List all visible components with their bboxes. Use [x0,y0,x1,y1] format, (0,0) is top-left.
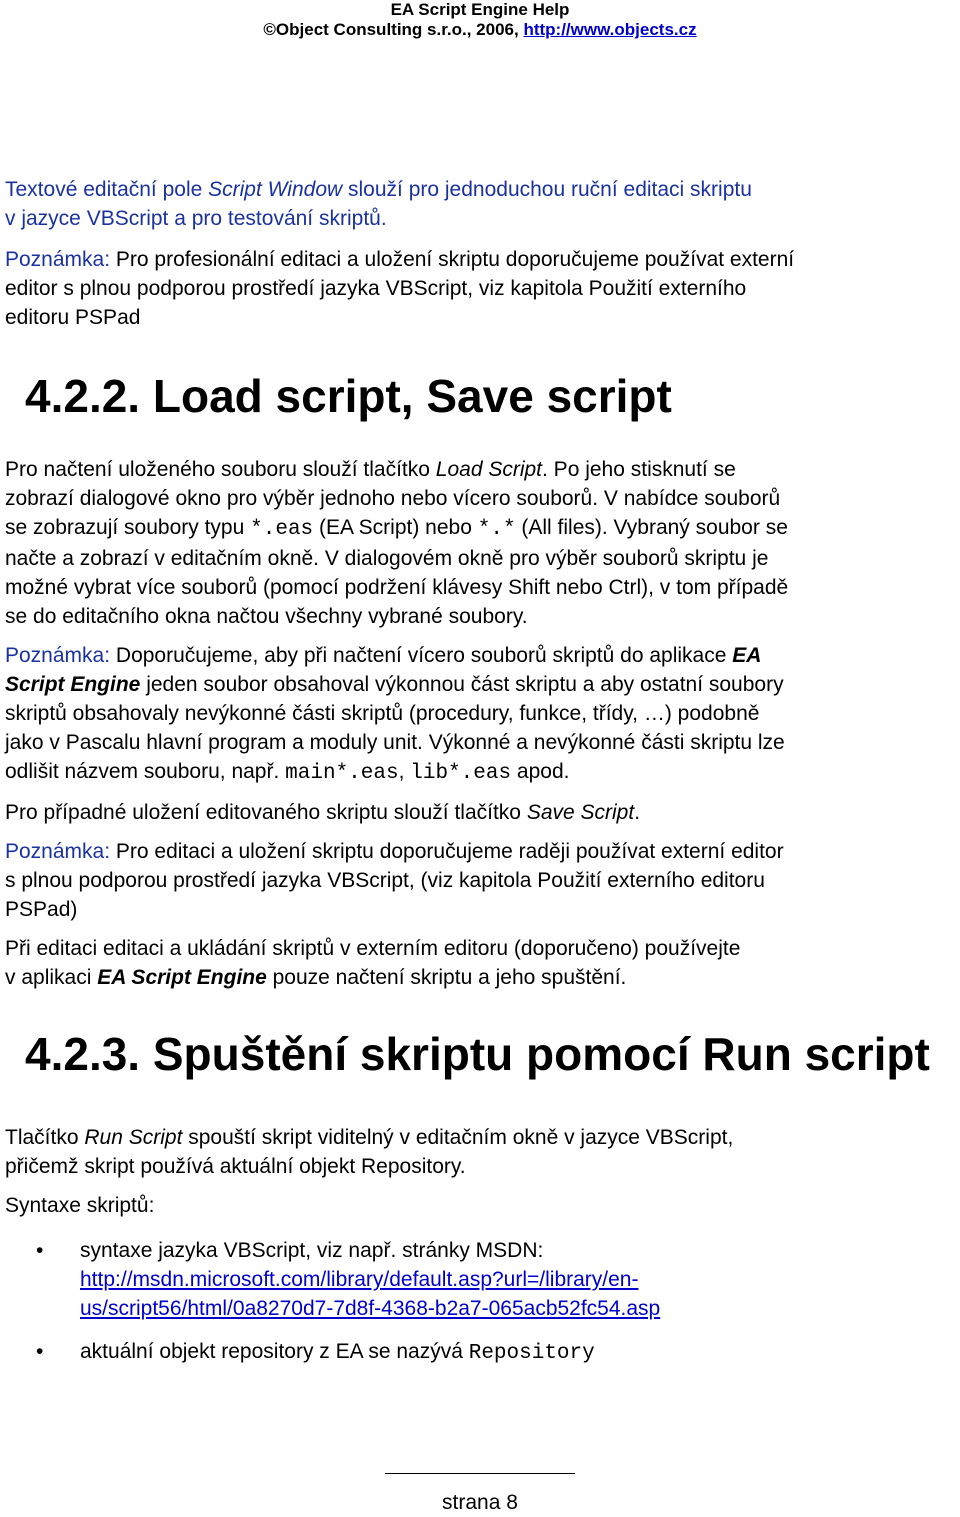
note3-l1: Pro editaci a uložení skriptu doporučujeme raději používat externí editor [110,840,784,863]
bullet-icon: • [36,1340,44,1363]
intro-note-line1: Pro profesionální editaci a uložení skriptu doporučujeme používat externí [110,248,795,271]
note2-script-engine: Script Engine [5,673,141,696]
run-l1b: spouští skript viditelný v editačním okně v jazyce VBScript, [182,1126,734,1149]
save-script-em: Save Script [526,801,635,824]
ext-l1: Při editaci editaci a ukládání skriptů v externím editoru (doporučeno) používejte [5,937,741,960]
header-copyright [0,20,960,40]
bullet2-code: Repository [468,1342,595,1365]
load-l1a: Pro načtení uloženého souboru slouží tlačítko [5,458,436,481]
load-l1b: . Po jeho stisknutí se [542,458,736,481]
intro-note-label: Poznámka: [5,248,111,271]
run-script-em: Run Script [84,1126,183,1149]
msdn-link-line2[interactable]: us/script56/html/0a8270d7-7d8f-4368-b2a7-065acb52fc54.asp [80,1297,661,1320]
external-editor-paragraph [5,934,955,992]
note2-l5a: odlišit názvem souboru, např. [5,760,286,783]
load-l3c: (All files). Vybraný soubor se [515,516,788,539]
load-l2: zobrazí dialogové okno pro výběr jednoho nebo vícero souborů. V nabídce souborů [5,487,781,510]
ext-ea-script-engine: EA Script Engine [97,966,267,989]
section-422-heading: 4.2.2. Load script, Save script [25,370,672,422]
syntax-list [5,1236,955,1368]
section-423-heading: 4.2.3. Spuštění skriptu pomocí Run script [25,1028,930,1080]
page-number: strana 8 [442,1491,518,1514]
note2-l5c: apod. [511,760,570,783]
section-422-heading-wrap [5,368,955,424]
load-l3-code1: *.eas [250,518,314,541]
run-script-paragraph [5,1123,955,1181]
ext-l2a: v aplikaci [5,966,98,989]
footer-divider [385,1473,575,1474]
list-item [5,1236,955,1323]
header-url-link[interactable]: http://www.objects.cz [523,20,697,39]
header-copyright-text: ©Object Consulting s.r.o., 2006, [263,20,524,39]
note2-l4: jako v Pascalu hlavní program a moduly unit. Výkonné a nevýkonné části skriptu lze [5,731,785,754]
load-script-paragraph [5,455,955,631]
intro-text-a: Textové editační pole [5,178,209,201]
save-b: . [634,801,641,824]
note3-paragraph [5,837,955,924]
load-l3-code2: *.* [477,518,516,541]
note3-label: Poznámka: [5,840,111,863]
note2-paragraph [5,641,955,788]
note2-code1: main*.eas [285,762,399,785]
load-l6: se do editačního okna načtou všechny vybrané soubory. [5,605,528,628]
save-script-paragraph [5,798,955,827]
note2-l3: skriptů obsahovaly nevýkonné části skriptů (procedury, funkce, třídy, …) podobně [5,702,760,725]
ext-l2b: pouze načtení skriptu a jeho spuštění. [266,966,627,989]
bullet-icon: • [36,1239,44,1262]
intro-text-c: v jazyce VBScript a pro testování skriptů. [5,207,387,230]
intro-paragraph [5,175,955,233]
intro-script-window: Script Window [208,178,343,201]
header-title: EA Script Engine Help [390,0,570,19]
note2-l1a: Doporučujeme, aby při načtení vícero souborů skriptů do aplikace [110,644,733,667]
run-l2: přičemž skript používá aktuální objekt Repository. [5,1155,466,1178]
run-l1a: Tlačítko [5,1126,85,1149]
msdn-link-line1[interactable]: http://msdn.microsoft.com/library/default.asp?url=/library/en- [80,1268,639,1291]
note2-code2: lib*.eas [410,762,512,785]
intro-note-line3: editoru PSPad [5,306,141,329]
load-script-em: Load Script [435,458,543,481]
note2-l2b: jeden soubor obsahoval výkonnou část skriptu a aby ostatní soubory [140,673,784,696]
load-l3b: (EA Script) nebo [313,516,478,539]
intro-note [5,245,955,332]
note2-label: Poznámka: [5,644,111,667]
load-l5: možné vybrat více souborů (pomocí podržení klávesy Shift nebo Ctrl), v tom případě [5,576,789,599]
save-a: Pro případné uložení editovaného skriptu slouží tlačítko [5,801,527,824]
page-content [5,175,955,1368]
syntax-label: Syntaxe skriptů: [5,1194,155,1217]
section-423-heading-wrap [5,1026,955,1082]
bullet2-text: aktuální objekt repository z EA se nazývá [80,1340,469,1363]
list-item [5,1337,955,1368]
note3-l3: PSPad) [5,898,78,921]
intro-note-line2: editor s plnou podporou prostředí jazyka VBScript, viz kapitola Použití externího [5,277,747,300]
bullet1-text: syntaxe jazyka VBScript, viz např. stránky MSDN: [80,1239,544,1262]
note3-l2: s plnou podporou prostředí jazyka VBScript, (viz kapitola Použití externího editoru [5,869,765,892]
load-l3a: se zobrazují soubory typu [5,516,251,539]
note2-ea: EA [732,644,762,667]
load-l4: načte a zobrazí v editačním okně. V dialogovém okně pro výběr souborů skriptu je [5,547,769,570]
note2-l5b: , [398,760,411,783]
intro-text-b: slouží pro jednoduchou ruční editaci skriptu [342,178,752,201]
page-header [0,0,960,40]
